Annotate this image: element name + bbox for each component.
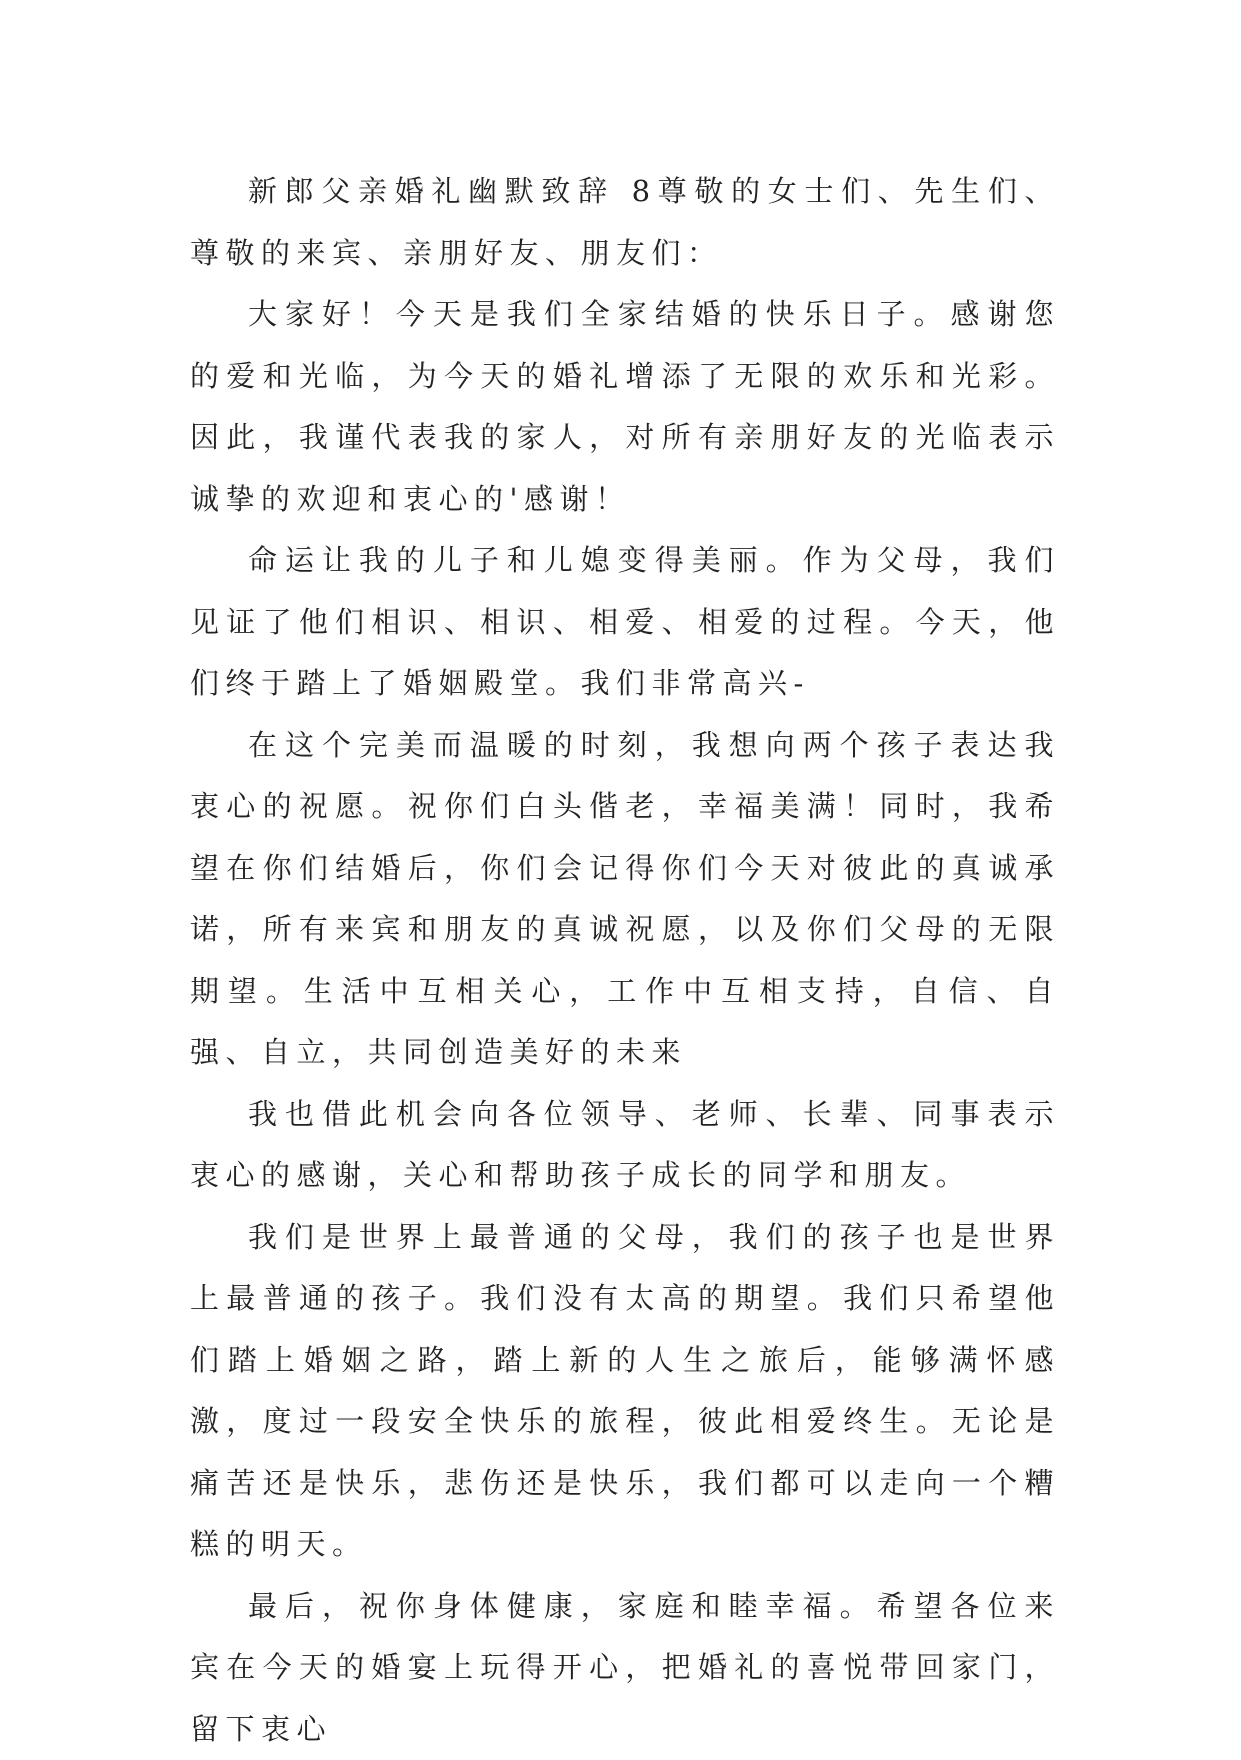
paragraph-fate: 命运让我的儿子和儿媳变得美丽。作为父母，我们见证了他们相识、相识、相爱、相爱的过程。今天，他们终于踏上了婚姻殿堂。我们非常高兴- xyxy=(190,530,1060,715)
paragraph-closing: 最后，祝你身体健康，家庭和睦幸福。希望各位来宾在今天的婚宴上玩得开心，把婚礼的喜悦带回家门，留下衷心 xyxy=(190,1576,1060,1760)
paragraph-thanks: 我也借此机会向各位领导、老师、长辈、同事表示衷心的感谢，关心和帮助孩子成长的同学和朋友。 xyxy=(190,1084,1060,1207)
paragraph-ordinary-parents: 我们是世界上最普通的父母，我们的孩子也是世界上最普通的孩子。我们没有太高的期望。我们只希望他们踏上婚姻之路，踏上新的人生之旅后，能够满怀感激，度过一段安全快乐的旅程，彼此相爱终生。无论是痛苦还是快乐，悲伤还是快乐，我们都可以走向一个糟糕的明天。 xyxy=(190,1207,1060,1576)
paragraph-greeting: 大家好！今天是我们全家结婚的快乐日子。感谢您的爱和光临，为今天的婚礼增添了无限的欢乐和光彩。因此，我谨代表我的家人，对所有亲朋好友的光临表示诚挚的欢迎和衷心的'感谢！ xyxy=(190,284,1060,530)
paragraph-opening: 新郎父亲婚礼幽默致辞 8尊敬的女士们、先生们、尊敬的来宾、亲朋好友、朋友们： xyxy=(190,161,1060,284)
document-body xyxy=(190,161,1060,1760)
paragraph-wishes: 在这个完美而温暖的时刻，我想向两个孩子表达我衷心的祝愿。祝你们白头偕老，幸福美满！同时，我希望在你们结婚后，你们会记得你们今天对彼此的真诚承诺，所有来宾和朋友的真诚祝愿，以及你们父母的无限期望。生活中互相关心，工作中互相支持，自信、自强、自立，共同创造美好的未来 xyxy=(190,715,1060,1084)
